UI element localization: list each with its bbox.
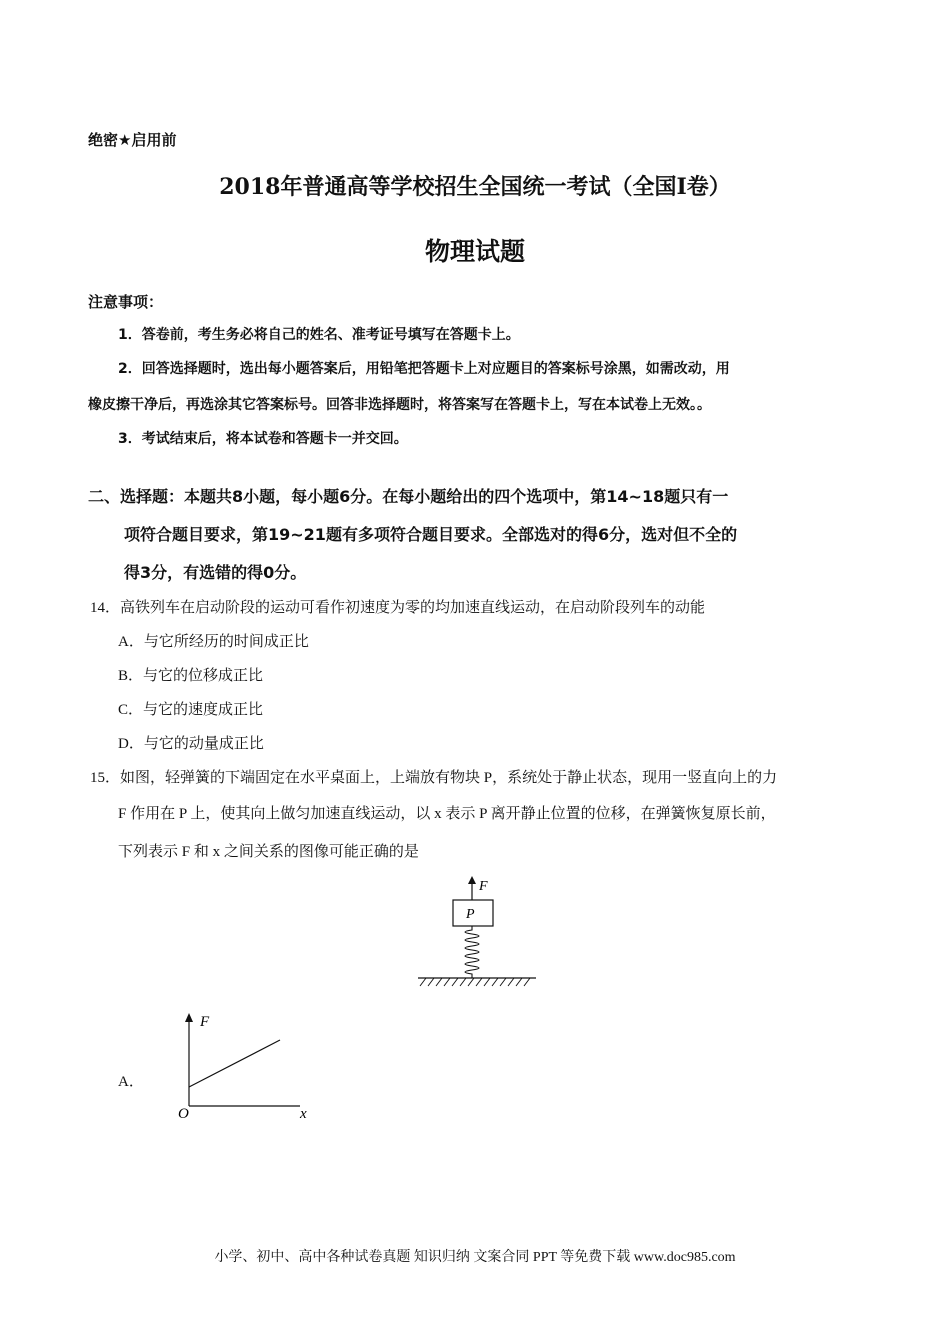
q15-stem-line-2: F 作用在 P 上，使其向上做匀加速直线运动，以 x 表示 P 离开静止位置的位移，在弹簧恢复原长前， — [118, 806, 776, 822]
q15-option-a-label: A． — [118, 1074, 144, 1090]
notice-item-2: 2．回答选择题时，选出每小题答案后，用铅笔把答题卡上对应题目的答案标号涂黑，如需改动，用 — [118, 361, 730, 377]
secret-label: 绝密★启用前 — [88, 131, 177, 149]
notice-item-3: 3．考试结束后，将本试卷和答题卡一并交回。 — [118, 431, 408, 447]
q14-option-b: B．与它的位移成正比 — [118, 668, 264, 684]
section-intro-line-1: 二、选择题：本题共8小题，每小题6分。在每小题给出的四个选项中，第14~18题只有一 — [88, 487, 729, 506]
footer: 小学、初中、高中各种试卷真题 知识归纳 文案合同 PPT 等免费下载 www.doc985.com — [214, 1250, 736, 1265]
q14-option-c: C．与它的速度成正比 — [118, 702, 264, 718]
table-hatching — [420, 978, 530, 986]
q15-stem-line-3: 下列表示 F 和 x 之间关系的图像可能正确的是 — [118, 844, 419, 860]
spring — [465, 926, 479, 978]
q14-stem: 14．高铁列车在启动阶段的运动可看作初速度为零的均加速直线运动，在启动阶段列车的动能 — [90, 600, 706, 616]
section-intro-line-2: 项符合题目要求，第19~21题有多项符合题目要求。全部选对的得6分，选对但不全的 — [124, 525, 738, 544]
exam-subtitle: 物理试题 — [424, 237, 525, 266]
spring-block-figure — [412, 872, 542, 992]
notice-item-1: 1．答卷前，考生务必将自己的姓名、准考证号填写在答题卡上。 — [118, 327, 520, 343]
block-label: P — [466, 907, 475, 922]
x-axis-label: x — [300, 1106, 307, 1122]
graph-line — [189, 1040, 280, 1087]
q15-option-a-graph — [170, 1010, 320, 1122]
q14-option-d: D．与它的动量成正比 — [118, 736, 264, 752]
y-axis-label: F — [200, 1014, 210, 1030]
section-intro-line-3: 得3分，有选错的得0分。 — [124, 563, 307, 582]
q14-option-a: A．与它所经历的时间成正比 — [118, 634, 309, 650]
q15-stem-line-1: 15．如图，轻弹簧的下端固定在水平桌面上，上端放有物块 P，系统处于静止状态，现用一竖直向上的力 — [90, 770, 778, 786]
force-label: F — [479, 879, 488, 894]
notice-item-2-cont: 橡皮擦干净后，再选涂其它答案标号。回答非选择题时，将答案写在答题卡上，写在本试卷上无效。。 — [88, 397, 711, 413]
notice-heading: 注意事项： — [88, 293, 164, 311]
origin-label: O — [178, 1106, 189, 1122]
exam-title: 2018年普通高等学校招生全国统一考试（全国I卷） — [219, 174, 731, 200]
